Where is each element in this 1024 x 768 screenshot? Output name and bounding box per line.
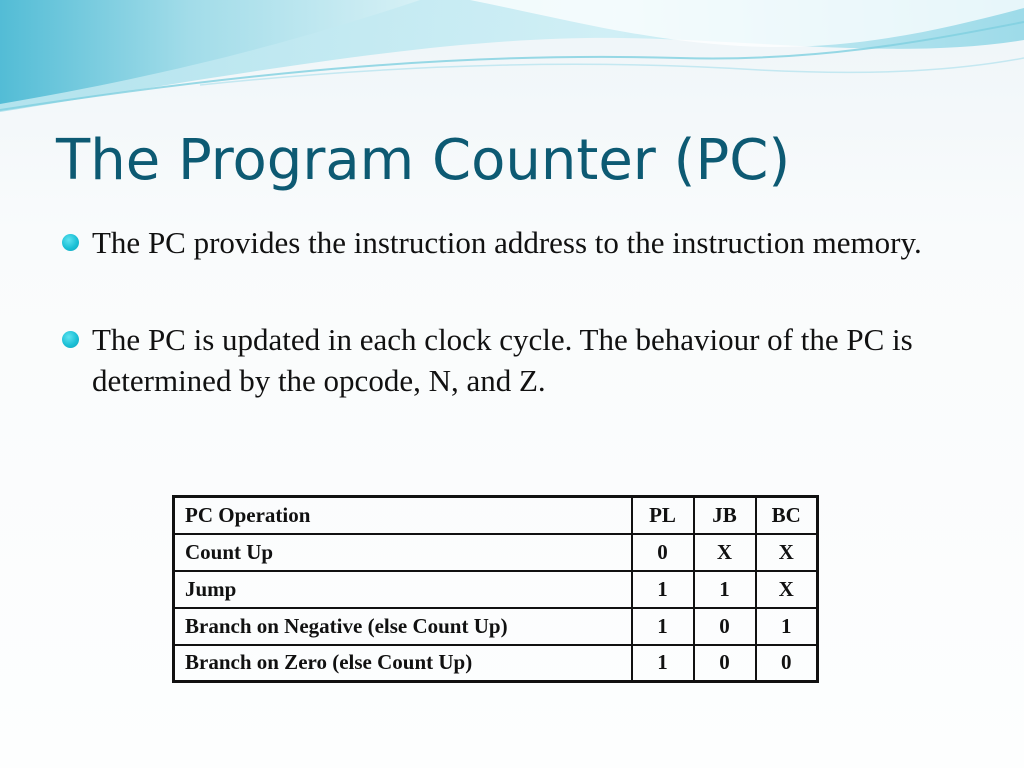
table-cell-operation: Jump xyxy=(174,571,632,608)
table-header-cell: JB xyxy=(694,497,756,534)
wave-header-decoration xyxy=(0,0,1024,130)
table-cell-pl: 0 xyxy=(632,534,694,571)
table-cell-pl: 1 xyxy=(632,645,694,682)
table-cell-operation: Branch on Negative (else Count Up) xyxy=(174,608,632,645)
table-cell-pl: 1 xyxy=(632,571,694,608)
table-row xyxy=(174,608,818,645)
bullet-text: The PC is updated in each clock cycle. The behaviour of the PC is determined by the opcode, N, and Z. xyxy=(92,322,913,398)
table-cell-bc: 1 xyxy=(756,608,818,645)
table-cell-jb: 0 xyxy=(694,645,756,682)
bullet-dot-icon xyxy=(62,331,79,348)
bullet-text: The PC provides the instruction address to the instruction memory. xyxy=(92,225,922,260)
slide-title: The Program Counter (PC) xyxy=(56,128,791,193)
table-cell-bc: X xyxy=(756,534,818,571)
table-row xyxy=(174,645,818,682)
bullet-item xyxy=(62,222,982,263)
table-header-cell: PL xyxy=(632,497,694,534)
table-cell-bc: X xyxy=(756,571,818,608)
table-cell-bc: 0 xyxy=(756,645,818,682)
table-cell-jb: 0 xyxy=(694,608,756,645)
table-header-row xyxy=(174,497,818,534)
table-row xyxy=(174,571,818,608)
table-cell-operation: Branch on Zero (else Count Up) xyxy=(174,645,632,682)
table-row xyxy=(174,534,818,571)
table-cell-jb: 1 xyxy=(694,571,756,608)
table-cell-jb: X xyxy=(694,534,756,571)
table-header-cell: BC xyxy=(756,497,818,534)
bullet-list xyxy=(62,222,982,457)
bullet-dot-icon xyxy=(62,234,79,251)
table-cell-pl: 1 xyxy=(632,608,694,645)
bullet-item xyxy=(62,319,982,401)
wave-line-2 xyxy=(200,58,1024,85)
table-cell-operation: Count Up xyxy=(174,534,632,571)
pc-operation-table xyxy=(172,495,819,683)
table-header-cell: PC Operation xyxy=(174,497,632,534)
